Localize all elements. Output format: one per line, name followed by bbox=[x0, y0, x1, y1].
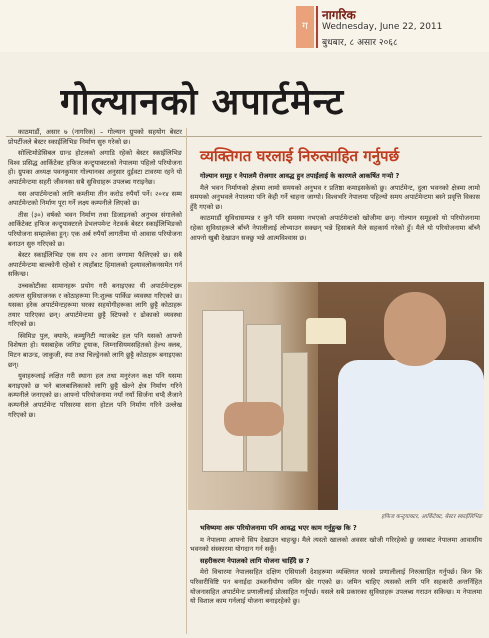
masthead bbox=[0, 0, 489, 52]
person-head bbox=[384, 292, 446, 366]
interview-question: भविष्यमा अरू परियोजनामा पनि आवद्ध भएर काम गर्नुहुन्छ कि ? bbox=[200, 524, 357, 532]
subheadline: व्यक्तिगत घरलाई निरुत्साहित गर्नुपर्छ bbox=[200, 147, 400, 165]
masthead-box bbox=[296, 2, 488, 52]
paragraph: स्विमिङ पुल, क्याफे, कम्युनिटी ग्याजबेट हल पनि यसको आफ्नो विशेषता हो। यसबाहेक जगिङ ट्र्याक, जिम्नासियमसहितको हेल्थ क्लब, मिटन बाउन्ड, जाकुजी, स्पा तथा चिल्ड्रेनको लागि छुट्टै कोठाहरू बनाइएका छन्। bbox=[8, 331, 182, 369]
interview-answer: म नेपालमा आफ्नो सिप देखाउन चाहन्छु। मैले त्यस्तो खालको अवसर खोजी गरिरहेको छु जसबाट नेपालमा आवासीय भवनको संस्कारमा योगदान गर्न सकूँ। bbox=[190, 535, 482, 554]
interview-question: सहरीकरण नेपालको लागि योजना चाहिँदै छ ? bbox=[200, 556, 310, 565]
paragraph: यस अपार्टमेन्टको लागि कम्तीमा तीन करोड रुपैयाँ पर्ने। २०१४ सम्म अपार्टमेन्टको निर्माण पूरा गर्ने लक्ष्य कम्पनीले लिएको छ। bbox=[8, 189, 182, 208]
left-column-text bbox=[8, 128, 182, 420]
interview-answer: काठमाडौं सुविधासम्पन्न र कुनै पनि समस्या नभएको अपार्टमेन्टको खोजीमा छन्। गोल्यान समूहको यो परियोजनामा रहेका सुविधाहरूले बाँच्नै नेपालीलाई लोभ्याउन सक्छन् भन्ने हिसाबले मैले सहकार्य गरेको हुँ। मैले यो परियोजनामा बाँच्नै आफ्नो खुबी देखाउन सक्छु भन्ने आत्मविश्वास छ। bbox=[190, 214, 480, 242]
left-column bbox=[8, 128, 182, 634]
headline: गोल्यानको अपार्टमेन्ट bbox=[60, 81, 345, 122]
masthead-divider bbox=[316, 6, 318, 48]
interview-top bbox=[190, 172, 480, 278]
paragraph: तीस (३०) वर्षको भवन निर्माण तथा डिजाइनको अनुभव संगालेको आर्किटेक्ट हफिज कन्ट्र्याक्टरले डेभलपमेन्ट नेटवर्क बेस्टर स्काईलिभिङको परियोजना सम्हालेका हुन्। एक अर्ब रुपैयाँ लागतीमा यो आवास परियोजना बनाउन सुरु गरिएको छ। bbox=[8, 210, 182, 248]
building-model bbox=[282, 352, 308, 472]
paragraph: काठमाडौं, असार ७ (नागरिक) – गोल्यान ग्रुपको सहयोग बेस्टर प्रोपर्टीजले बेस्टर स्काईलिभिङ निर्माण सुरु गरेको छ। bbox=[8, 128, 182, 146]
person-body bbox=[338, 360, 484, 510]
lamp bbox=[306, 318, 346, 344]
paragraph: उच्चकोटीका सामानहरू प्रयोग गरी बनाइएका यी अपार्टमेन्टहरू अत्यन्त सुविधाजनक र कोठाहरूमा नि:शुल्क पार्किङ व्यवस्था गरिएको छ। यसका हरेक अपार्टमेन्टहरूमा घरका सहयोगीहरूका लागि छुट्टै कोठाहरू तयार पारिएका छन्। अपार्टमेन्टमा छुट्टै स्टिफ्को र ढोकाको व्यवस्था गरिएको छ। bbox=[8, 281, 182, 329]
person-hand bbox=[224, 402, 284, 436]
photo-caption: हफिज कन्ट्र्याक्टर, आर्किटेक्ट, बेस्टर स्काईलिभिङ bbox=[381, 514, 482, 520]
interview-answer: मैले भवन निर्माणको क्षेत्रमा लामो समयको अनुभव र प्रतिष्ठा कमाइसकेको छु। अपार्टमेन्ट, दुला भवनको क्षेत्रमा लामो समयको अनुभवले नेपालमा पनि केही गर्ने चाहना जाग्यो। विश्वभरि नेपालमा पहिल्यो समय अपार्टमेन्टमा बस्ने प्रवृत्ति विकास हुँदै गएको छ। bbox=[190, 183, 480, 211]
interview-top-text bbox=[190, 172, 480, 243]
interview-question: गोल्यान समूह र नेपालमै रोजगार आवद्ध हुन तपाईंलाई के कारणले आकर्षित गऱ्यो ? bbox=[200, 172, 400, 180]
paragraph: सोल्टिमोडेसिबल ग्रान्ड होटलको अगाडि रहेको बेस्टर स्काईलिभिङ विश्व प्रसिद्ध आर्किटेक्ट हफिज कन्ट्र्याक्टरको नेपालमा पहिलो परियोजना हो। ग्रुपका अध्यक्ष पवनकुमार गोल्यानका अनुसार दुईवटा टावरमा रहने यो अपार्टमेन्टमा सहरी जीवनका सबै सुविधाहरू उपलब्ध गराइनेछ। bbox=[8, 149, 182, 186]
building-model bbox=[202, 310, 244, 472]
column-divider bbox=[186, 128, 187, 634]
interview-answer: मेरो विचारमा नेपालसहित दक्षिण एसियाली देशहरूमा व्यक्तिगत घरको प्रणालीलाई निरुत्साहित गर्नुपर्छ। किन कि परिवारीविष्टि पन बनाईदा उब्जनीयोग्य जमिन खेर गएको छ। जमिन चाहिए त्यसको लागि पनि सहकारी अन्तर्निहित योजनासहित अपार्टमेन्ट प्रणालीलाई प्रोत्साहित गर्नुपर्छ। यसले सबै प्रकारका सुविधाहरू उपलब्ध गराउन सकिन्छ। म नेपालमा यो विशाल काम गर्नलाई योजना बनाइरहेको छु। bbox=[190, 568, 482, 606]
building-model bbox=[246, 324, 282, 472]
architect-photo bbox=[188, 282, 484, 510]
date-nepali: बुधबार, ८ असार २०६८ bbox=[322, 38, 398, 48]
interview-bottom-text bbox=[190, 524, 482, 607]
paragraph: बेस्टर स्काईलिभिङ एक सय २२ आना जग्गामा फैलिएको छ। सबै अपार्टमेन्टमा बाल्कोनी रहेको र त्यहाँबाट हिमालको दृश्यावलोकनसमेत गर्न सकिन्छ। bbox=[8, 251, 182, 279]
date-english: Wednesday, June 22, 2011 bbox=[322, 22, 443, 32]
paragraph: युवाहरूलाई लक्षित गरी स्थाना हल तथा मनुरंजन कक्ष पनि यसमा बनाइएको छ भने बालबालिकाको लागि छुट्टै खेल्ने क्षेत्र निर्माण गरिने कम्पनीले जनाएको छ। आफ्नो परियोजनामा नयाँ नयाँ सिर्जना थप्दै लैजाने कम्पनीले अपार्टमेन्ट परिसरमा साना होटल पनि निर्माण गरिने उल्लेख गरिएको छ। bbox=[8, 372, 182, 419]
paper-name: नागरिक bbox=[322, 8, 356, 22]
interview-bottom bbox=[190, 524, 482, 634]
section-letter: ग bbox=[296, 6, 314, 48]
